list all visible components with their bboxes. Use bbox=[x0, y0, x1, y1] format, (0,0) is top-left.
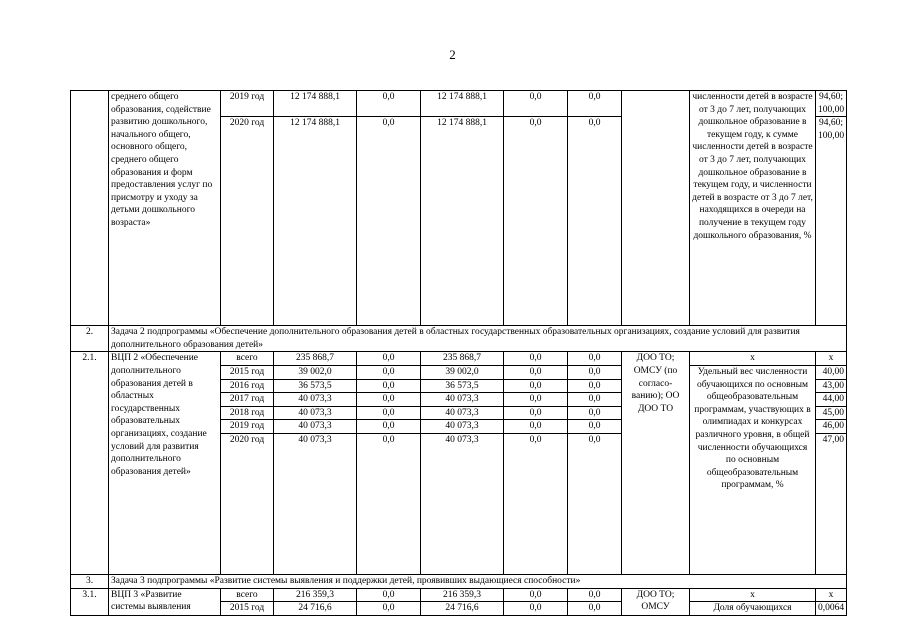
federal-cell: 0,0 bbox=[357, 602, 421, 616]
indicator-cell: численности детей в возрасте от 3 до 7 лет, получающих дошкольное образование в текущем году, к сумме численности детей в возрасте от 3 до 7 лет, получающих дошкольное образование в текущем году, и численности детей в возрасте от 3 до 7 лет, находящихся в очереди на получение в текущем году дошкольного образования, % bbox=[690, 91, 816, 326]
page-number: 2 bbox=[449, 47, 456, 62]
regional-cell: 36 573,5 bbox=[421, 379, 504, 393]
task-row bbox=[71, 326, 847, 352]
target-cell: 0,0064 bbox=[816, 602, 847, 616]
table-row bbox=[71, 588, 847, 602]
executor-cell: ДОО ТО; ОМСУ (по согласо-ванию); ОО ДОО ТО bbox=[622, 352, 690, 575]
target-cell: 46,00 bbox=[816, 420, 847, 434]
federal-cell: 0,0 bbox=[357, 365, 421, 379]
other-cell: 0,0 bbox=[568, 379, 622, 393]
task-title: Задача 2 подпрограммы «Обеспечение дополнительного образования детей в областных государственных образовательных организациях, создание условий для развития дополнительного образования детей» bbox=[109, 326, 847, 352]
year-cell: 2016 год bbox=[221, 379, 274, 393]
regional-cell: 24 716,6 bbox=[421, 602, 504, 616]
federal-cell: 0,0 bbox=[357, 352, 421, 366]
federal-cell: 0,0 bbox=[357, 588, 421, 602]
total-cell: 235 868,7 bbox=[274, 352, 357, 366]
task-number: 2. bbox=[71, 326, 109, 352]
other-cell: 0,0 bbox=[568, 365, 622, 379]
regional-cell: 235 868,7 bbox=[421, 352, 504, 366]
federal-cell: 0,0 bbox=[357, 393, 421, 407]
year-cell: 2020 год bbox=[221, 433, 274, 574]
task-row bbox=[71, 574, 847, 588]
municipal-cell: 0,0 bbox=[504, 365, 568, 379]
target-cell: 40,00 bbox=[816, 365, 847, 379]
municipal-cell: 0,0 bbox=[504, 393, 568, 407]
regional-cell: 39 002,0 bbox=[421, 365, 504, 379]
indicator-cell: x bbox=[690, 588, 816, 602]
indicator-cell: x bbox=[690, 352, 816, 366]
target-cell: 47,00 bbox=[816, 433, 847, 574]
year-cell: всего bbox=[221, 588, 274, 602]
measure-cell: ВЦП 3 «Развитие системы выявления bbox=[109, 588, 221, 615]
indicator-cell: Доля обучающихся bbox=[690, 602, 816, 616]
target-cell: 94,60; 100,00 bbox=[816, 117, 847, 326]
year-cell: 2018 год bbox=[221, 406, 274, 420]
year-cell: 2019 год bbox=[221, 91, 274, 117]
other-cell: 0,0 bbox=[568, 393, 622, 407]
total-cell: 40 073,3 bbox=[274, 406, 357, 420]
other-cell: 0,0 bbox=[568, 406, 622, 420]
executor-cell bbox=[622, 91, 690, 326]
indicator-cell: Удельный вес численности обучающихся по основным общеобразовательным программам, участвующих в олимпиадах и конкурсах различного уровня, в общей численности обучающихся по основным общеобразовательным программам, % bbox=[690, 365, 816, 574]
row-num-cell: 3.1. bbox=[71, 588, 109, 615]
table-row bbox=[71, 352, 847, 366]
regional-cell: 40 073,3 bbox=[421, 393, 504, 407]
federal-cell: 0,0 bbox=[357, 406, 421, 420]
other-cell: 0,0 bbox=[568, 588, 622, 602]
municipal-cell: 0,0 bbox=[504, 433, 568, 574]
regional-cell: 12 174 888,1 bbox=[421, 117, 504, 326]
municipal-cell: 0,0 bbox=[504, 117, 568, 326]
regional-cell: 40 073,3 bbox=[421, 406, 504, 420]
federal-cell: 0,0 bbox=[357, 433, 421, 574]
municipal-cell: 0,0 bbox=[504, 406, 568, 420]
target-cell: 43,00 bbox=[816, 379, 847, 393]
regional-cell: 216 359,3 bbox=[421, 588, 504, 602]
other-cell: 0,0 bbox=[568, 352, 622, 366]
measure-cell: среднего общего образования, содействие развитию дошкольного, начального общего, основного общего, среднего общего образования и форм предоставления услуг по присмотру и уходу за детьми дошкольного возраста» bbox=[109, 91, 221, 326]
year-cell: 2019 год bbox=[221, 420, 274, 434]
executor-cell: ДОО ТО; ОМСУ bbox=[622, 588, 690, 615]
municipal-cell: 0,0 bbox=[504, 91, 568, 117]
year-cell: 2020 год bbox=[221, 117, 274, 326]
task-title: Задача 3 подпрограммы «Развитие системы выявления и поддержки детей, проявивших выдающиеся способности» bbox=[109, 574, 847, 588]
year-cell: 2015 год bbox=[221, 365, 274, 379]
other-cell: 0,0 bbox=[568, 602, 622, 616]
federal-cell: 0,0 bbox=[357, 117, 421, 326]
total-cell: 40 073,3 bbox=[274, 393, 357, 407]
target-cell: 94,60; 100,00 bbox=[816, 91, 847, 117]
total-cell: 36 573,5 bbox=[274, 379, 357, 393]
total-cell: 39 002,0 bbox=[274, 365, 357, 379]
total-cell: 40 073,3 bbox=[274, 433, 357, 574]
municipal-cell: 0,0 bbox=[504, 420, 568, 434]
table-row bbox=[71, 91, 847, 117]
other-cell: 0,0 bbox=[568, 433, 622, 574]
year-cell: всего bbox=[221, 352, 274, 366]
measure-cell: ВЦП 2 «Обеспечение дополнительного образования детей в областных государственных образовательных организациях, создание условий для развития дополнительного образования детей» bbox=[109, 352, 221, 575]
municipal-cell: 0,0 bbox=[504, 588, 568, 602]
year-cell: 2017 год bbox=[221, 393, 274, 407]
other-cell: 0,0 bbox=[568, 117, 622, 326]
federal-cell: 0,0 bbox=[357, 91, 421, 117]
total-cell: 24 716,6 bbox=[274, 602, 357, 616]
regional-cell: 40 073,3 bbox=[421, 433, 504, 574]
program-table bbox=[70, 90, 847, 616]
total-cell: 40 073,3 bbox=[274, 420, 357, 434]
task-number: 3. bbox=[71, 574, 109, 588]
municipal-cell: 0,0 bbox=[504, 352, 568, 366]
other-cell: 0,0 bbox=[568, 91, 622, 117]
target-cell: x bbox=[816, 588, 847, 602]
row-num-cell bbox=[71, 91, 109, 326]
row-num-cell: 2.1. bbox=[71, 352, 109, 575]
target-cell: 45,00 bbox=[816, 406, 847, 420]
regional-cell: 12 174 888,1 bbox=[421, 91, 504, 117]
municipal-cell: 0,0 bbox=[504, 602, 568, 616]
total-cell: 216 359,3 bbox=[274, 588, 357, 602]
total-cell: 12 174 888,1 bbox=[274, 91, 357, 117]
federal-cell: 0,0 bbox=[357, 420, 421, 434]
total-cell: 12 174 888,1 bbox=[274, 117, 357, 326]
target-cell: 44,00 bbox=[816, 393, 847, 407]
other-cell: 0,0 bbox=[568, 420, 622, 434]
year-cell: 2015 год bbox=[221, 602, 274, 616]
target-cell: x bbox=[816, 352, 847, 366]
regional-cell: 40 073,3 bbox=[421, 420, 504, 434]
municipal-cell: 0,0 bbox=[504, 379, 568, 393]
federal-cell: 0,0 bbox=[357, 379, 421, 393]
